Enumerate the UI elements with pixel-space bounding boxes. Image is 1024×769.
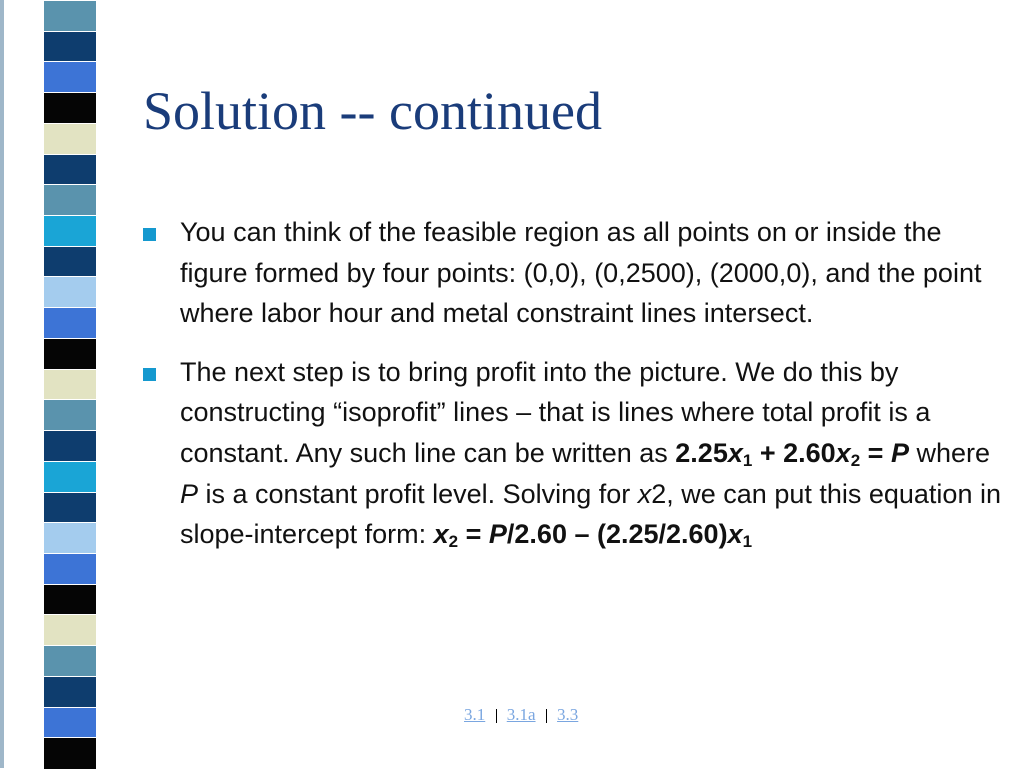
bullet-text-part3: , we can put this equation in slope-intercept form: [180,478,1001,550]
bullet-text: You can think of the feasible region as all points on or inside the figure formed by four points: (0,0), (0,2500), (2000,0), and the point where labor hour and metal constraint lines intersect. [180,217,982,329]
stripe-block [44,61,96,93]
slope-eq-equals: = [458,519,489,550]
bullet-list [143,212,1003,573]
stripe-block [44,307,96,339]
nav-link-3-3[interactable]: 3.3 [557,705,579,724]
nav-separator [546,709,547,723]
equation-p: P [890,437,909,468]
stripe-block [44,31,96,63]
decorative-color-strip [44,0,96,768]
stripe-block [44,707,96,739]
bullet-text-where: where [908,437,991,468]
stripe-block [44,645,96,677]
stripe-block [44,461,96,493]
stripe-block [44,584,96,616]
stripe-left-edge [0,0,4,768]
stripe-block [44,0,96,32]
bullet-item-isoprofit [143,352,1003,555]
square-bullet-icon [143,228,156,241]
nav-separator [496,709,497,723]
stripe-block [44,92,96,124]
stripe-block [44,215,96,247]
slide-title: Solution -- continued [143,81,602,141]
stripe-block [44,553,96,585]
slope-eq-x1: x [727,519,743,550]
nav-link-3-1a[interactable]: 3.1a [506,705,536,724]
slope-eq-p: P [488,519,507,550]
stripe-block [44,154,96,186]
nav-link-3-1[interactable]: 3.1 [464,705,486,724]
variable-x: x [637,478,652,509]
bullet-item-feasible-region [143,212,1003,334]
stripe-block [44,123,96,155]
equation-sub1: 1 [742,450,753,470]
slope-eq-sub1: 1 [742,532,753,552]
slope-eq-sub: 2 [448,532,459,552]
equation-var-x2: x [835,437,851,468]
equation-plus: + 2.60 [752,437,836,468]
stripe-block [44,369,96,401]
stripe-block [44,522,96,554]
equation-coef1: 2.25 [675,437,728,468]
variable-x-number: 2 [651,478,667,509]
stripe-block [44,737,96,769]
equation-sub2: 2 [850,450,861,470]
bullet-text-part1: The next step is to bring profit into the picture. We do this by constructing “isoprofit” lines – that is lines where total profit is a constant. Any such line can be written as [180,356,931,468]
slope-eq-x: x [433,519,449,550]
stripe-block [44,676,96,708]
stripe-block [44,492,96,524]
stripe-block [44,338,96,370]
slide-navigation [464,705,578,725]
variable-p: P [180,478,199,509]
square-bullet-icon [143,368,156,381]
stripe-block [44,614,96,646]
slope-eq-rest: /2.60 – (2.25/2.60) [506,519,728,550]
stripe-block [44,430,96,462]
stripe-block [44,246,96,278]
equation-var-x: x [727,437,743,468]
equation-equals: = [860,437,891,468]
stripe-block [44,184,96,216]
stripe-block [44,399,96,431]
stripe-block [44,276,96,308]
bullet-text-part2: is a constant profit level. Solving for [198,478,638,509]
